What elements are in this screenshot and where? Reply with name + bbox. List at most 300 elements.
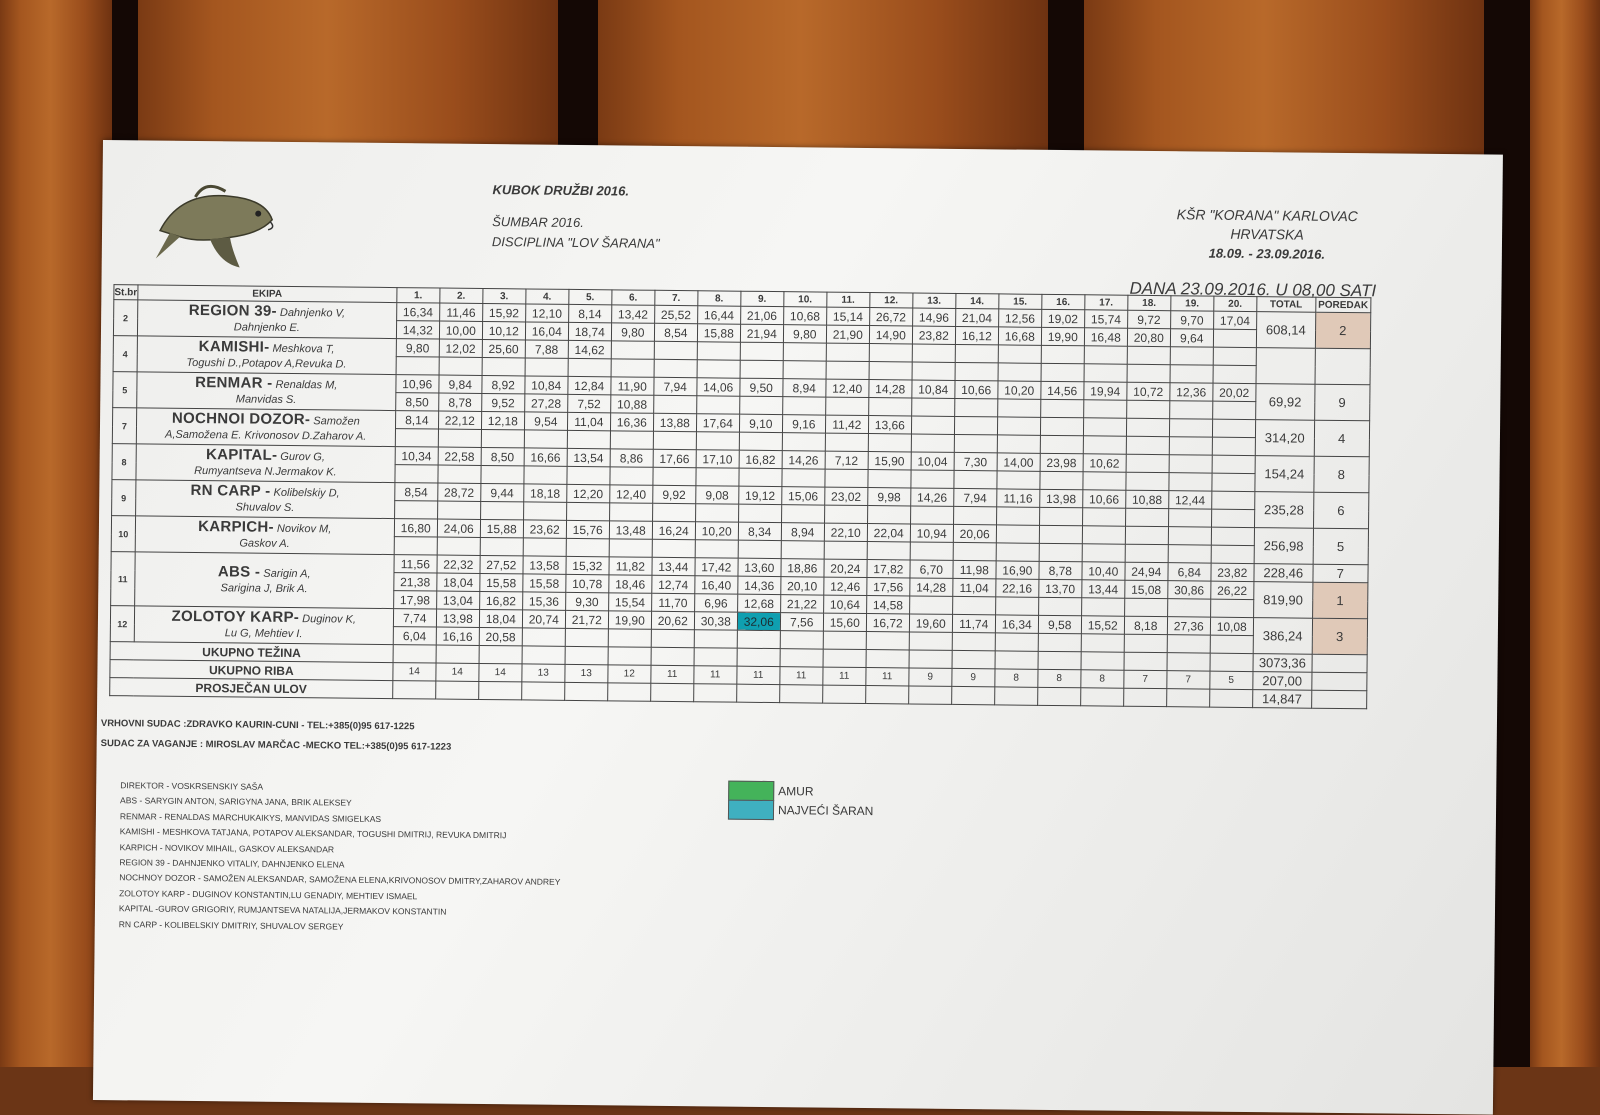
- weight-cell: [1213, 329, 1256, 347]
- weight-cell: [1127, 364, 1170, 382]
- weight-cell: 16,68: [998, 327, 1041, 345]
- weight-cell: [480, 501, 523, 519]
- weight-cell: 9,58: [1038, 615, 1081, 633]
- weight-cell: 22,04: [867, 524, 910, 542]
- team-cell: [136, 408, 395, 447]
- weight-cell: 10,66: [1082, 490, 1125, 508]
- team-number: 4: [113, 336, 137, 372]
- empty-cell: [694, 648, 737, 666]
- weight-cell: 11,90: [611, 377, 654, 395]
- weight-cell: 14,06: [697, 378, 740, 396]
- weight-cell: [738, 504, 781, 522]
- empty-cell: [522, 646, 565, 664]
- fish-count-cell: 8: [995, 669, 1038, 687]
- weight-cell: 10,64: [823, 595, 866, 613]
- report-date: DANA 23.09.2016. U 08,00 SATI: [1129, 278, 1377, 301]
- list-item: DIREKTOR - VOSKRSENSKIY SAŠA: [120, 780, 264, 792]
- event-header: [492, 180, 660, 254]
- weight-cell: 21,94: [740, 324, 783, 342]
- fish-count-cell: 11: [780, 667, 823, 685]
- weight-cell: 10,20: [998, 381, 1041, 399]
- empty-cell: [1038, 651, 1081, 669]
- team-name: NOCHNOI DOZOR-: [171, 409, 311, 428]
- weight-cell: [954, 434, 997, 452]
- weight-cell: [867, 506, 910, 524]
- weight-cell: [866, 632, 909, 650]
- empty-cell: [607, 683, 650, 701]
- average-catch: 14,847: [1252, 690, 1311, 709]
- team-cell: [136, 444, 395, 483]
- weight-cell: [522, 628, 565, 646]
- weight-cell: 8,50: [481, 447, 524, 465]
- fish-count-cell: 8: [1038, 669, 1081, 687]
- weight-cell: [952, 596, 995, 614]
- weight-cell: [568, 358, 611, 376]
- ukupno-tezina-label: UKUPNO TEŽINA: [110, 642, 393, 663]
- weight-cell: [523, 538, 566, 556]
- total-cell: 819,90: [1253, 582, 1312, 619]
- total-cell: [1256, 348, 1315, 385]
- weight-cell: [1167, 635, 1210, 653]
- weight-cell: [1082, 508, 1125, 526]
- weight-cell: [1169, 401, 1212, 419]
- weight-cell: 19,12: [739, 486, 782, 504]
- weight-cell: 13,88: [653, 413, 696, 431]
- weight-cell: [998, 345, 1041, 363]
- weight-cell: [1084, 346, 1127, 364]
- weight-cell: [652, 503, 695, 521]
- weight-cell: [739, 468, 782, 486]
- col-fish-number: 20.: [1214, 296, 1257, 311]
- weight-cell: 20,02: [1213, 383, 1256, 401]
- empty-cell: [393, 645, 436, 663]
- empty-cell: [865, 686, 908, 704]
- judges-info: [101, 714, 452, 758]
- weight-cell: [696, 432, 739, 450]
- weight-cell: [1082, 526, 1125, 544]
- empty-cell: [779, 685, 822, 703]
- weight-cell: [868, 398, 911, 416]
- weight-cell: 8,94: [783, 379, 826, 397]
- weight-cell: 16,34: [995, 615, 1038, 633]
- weight-cell: 11,46: [439, 303, 482, 321]
- rank-cell: 6: [1313, 492, 1368, 529]
- team-name: KAMISHI-: [198, 337, 270, 356]
- weight-cell: 23,62: [523, 520, 566, 538]
- legend-item-amur: [728, 781, 874, 802]
- weight-cell: [566, 538, 609, 556]
- weight-cell: [997, 417, 1040, 435]
- empty-cell: [908, 686, 951, 704]
- col-fish-number: 10.: [784, 292, 827, 307]
- weight-cell: [825, 397, 868, 415]
- weight-cell: 21,38: [394, 573, 437, 591]
- empty-cell: [1037, 687, 1080, 705]
- weight-cell: 16,80: [394, 519, 437, 537]
- weight-cell: 16,12: [955, 326, 998, 344]
- weight-cell: [1212, 437, 1255, 455]
- fish-count-cell: 11: [823, 667, 866, 685]
- empty-cell: [1081, 652, 1124, 670]
- weight-cell: 8,50: [395, 393, 438, 411]
- weight-cell: 10,00: [439, 321, 482, 339]
- grand-total: 3073,36: [1253, 654, 1312, 673]
- head-judge: VRHOVNI SUDAC :ZDRAVKO KAURIN-CUNI - TEL:+385(0)95 617-1225: [100, 718, 415, 733]
- weight-cell: 17,82: [867, 560, 910, 578]
- weight-cell: 13,98: [436, 609, 479, 627]
- weight-cell: 23,02: [824, 487, 867, 505]
- weight-cell: 15,76: [566, 520, 609, 538]
- weight-cell: 25,60: [482, 339, 525, 357]
- weight-cell: 30,38: [694, 612, 737, 630]
- list-item: REGION 39 - DAHNJENKO VITALIY, DAHNJENKO ELENA: [119, 857, 345, 870]
- weight-cell: 9,98: [867, 488, 910, 506]
- weight-cell: [783, 361, 826, 379]
- weight-cell: 10,78: [566, 574, 609, 592]
- weight-cell: 15,74: [1084, 310, 1127, 328]
- weight-cell: 10,20: [695, 522, 738, 540]
- weight-cell: 6,04: [393, 627, 436, 645]
- list-item: KARPICH - NOVIKOV MIHAIL, GASKOV ALEKSANDAR: [119, 841, 335, 855]
- weight-cell: 15,92: [482, 303, 525, 321]
- fish-count-cell: 11: [866, 668, 909, 686]
- weight-cell: 8,92: [482, 375, 525, 393]
- weight-cell: [954, 416, 997, 434]
- weight-cell: 13,70: [1039, 579, 1082, 597]
- weight-cell: [1213, 347, 1256, 365]
- weight-cell: [654, 341, 697, 359]
- list-item: RN CARP - KOLIBELSKIY DMITRIY, SHUVALOV SERGEY: [118, 918, 344, 932]
- weight-cell: 14,26: [910, 488, 953, 506]
- weight-cell: 14,58: [866, 596, 909, 614]
- empty-cell: [392, 681, 435, 699]
- team-members-line2: Dahnjenko E.: [233, 320, 300, 334]
- weight-cell: [1127, 346, 1170, 364]
- weight-cell: [437, 537, 480, 555]
- team-name: ABS -: [217, 562, 261, 581]
- legend-item-najveci: [728, 800, 874, 821]
- prosjecan-ulov-label: PROSJEČAN ULOV: [110, 678, 393, 699]
- weight-cell: 11,98: [953, 560, 996, 578]
- empty-cell: [436, 645, 479, 663]
- weight-cell: 13,54: [567, 448, 610, 466]
- weight-cell: 17,64: [696, 414, 739, 432]
- weight-cell: 21,06: [740, 306, 783, 324]
- team-members: Novikov M,: [276, 522, 332, 535]
- weight-cell: 30,86: [1168, 581, 1211, 599]
- weight-cell: [995, 633, 1038, 651]
- empty-cell: [736, 684, 779, 702]
- weight-cell: [955, 362, 998, 380]
- weight-cell: 15,06: [782, 487, 825, 505]
- weight-cell: [1125, 526, 1168, 544]
- weight-cell: 13,44: [652, 557, 695, 575]
- empty-cell: [565, 646, 608, 664]
- empty-cell: [693, 684, 736, 702]
- list-item: NOCHNOY DOZOR - SAMOŽEN ALEKSANDAR, SAMOŽENA ELENA,KRIVONOSOV DMITRY,ZAHAROV ANDREY: [119, 872, 561, 888]
- weight-cell: [524, 466, 567, 484]
- empty-cell: [1311, 690, 1366, 709]
- weight-cell: [781, 505, 824, 523]
- legend-label: AMUR: [778, 783, 814, 798]
- results-table: [109, 284, 1371, 709]
- weight-cell: 7,56: [780, 613, 823, 631]
- weight-cell: 22,16: [996, 579, 1039, 597]
- team-members: Dahnjenko V,: [279, 306, 346, 320]
- weight-cell: [737, 630, 780, 648]
- weight-cell: 9,72: [1127, 310, 1170, 328]
- empty-cell: [1209, 689, 1252, 707]
- weight-cell: 16,66: [524, 448, 567, 466]
- weight-cell: 8,54: [654, 323, 697, 341]
- team-number: 5: [113, 372, 137, 408]
- weight-cell: [437, 501, 480, 519]
- team-number: 11: [111, 552, 135, 606]
- weight-cell: [996, 543, 1039, 561]
- weight-cell: [482, 357, 525, 375]
- weight-cell: [1169, 473, 1212, 491]
- weight-cell: 14,36: [738, 576, 781, 594]
- total-cell: 314,20: [1255, 420, 1314, 457]
- weight-cell: [1039, 525, 1082, 543]
- empty-cell: [521, 682, 564, 700]
- weight-cell: 14,28: [910, 578, 953, 596]
- weight-cell: [1081, 634, 1124, 652]
- members-list: [119, 778, 562, 937]
- total-cell: 228,46: [1254, 564, 1313, 583]
- weight-cell: [565, 628, 608, 646]
- weight-cell: [439, 357, 482, 375]
- weight-cell: 13,44: [1082, 580, 1125, 598]
- weight-cell: 20,58: [479, 627, 522, 645]
- weight-cell: [525, 358, 568, 376]
- weight-cell: 11,04: [567, 412, 610, 430]
- weight-cell: [953, 542, 996, 560]
- weight-cell: [867, 542, 910, 560]
- weight-cell: [996, 507, 1039, 525]
- empty-cell: [952, 650, 995, 668]
- weight-cell: 24,94: [1125, 562, 1168, 580]
- weight-cell: 18,18: [524, 484, 567, 502]
- team-members-line2: Manvidas S.: [235, 392, 297, 406]
- weight-cell: [697, 360, 740, 378]
- weight-cell: 6,96: [694, 594, 737, 612]
- weight-cell: 8,78: [1039, 561, 1082, 579]
- team-members: Duginov K,: [302, 612, 357, 626]
- empty-cell: [866, 650, 909, 668]
- col-fish-number: 8.: [698, 291, 741, 306]
- team-cell: [135, 516, 394, 555]
- weight-cell: 10,62: [1083, 454, 1126, 472]
- weight-cell: [652, 539, 695, 557]
- weight-cell: [608, 629, 651, 647]
- col-fish-number: 7.: [655, 290, 698, 305]
- weight-cell: 21,72: [565, 610, 608, 628]
- weight-cell: 19,60: [909, 614, 952, 632]
- weight-cell: 12,02: [439, 339, 482, 357]
- fish-count-cell: 13: [522, 664, 565, 682]
- weight-cell: [1083, 418, 1126, 436]
- col-fish-number: 4.: [526, 289, 569, 304]
- weight-cell: [869, 362, 912, 380]
- weight-cell: 10,68: [783, 307, 826, 325]
- weight-cell: [1125, 544, 1168, 562]
- event-dates: 18.09. - 23.09.2016.: [1208, 245, 1326, 262]
- weight-cell: 11,42: [825, 415, 868, 433]
- weight-cell: 15,54: [608, 593, 651, 611]
- results-sheet: [93, 140, 1503, 1115]
- weight-cell: [740, 342, 783, 360]
- weight-cell: [653, 431, 696, 449]
- empty-cell: [478, 681, 521, 699]
- weight-cell: 16,90: [996, 561, 1039, 579]
- weight-cell: 9,80: [783, 325, 826, 343]
- rank-cell: [1315, 348, 1370, 385]
- fish-count-cell: 13: [565, 664, 608, 682]
- weight-cell: 16,82: [479, 591, 522, 609]
- weight-cell: [909, 596, 952, 614]
- team-members: Sarigin A,: [263, 567, 311, 580]
- weight-cell: [782, 397, 825, 415]
- weight-cell: 8,54: [395, 483, 438, 501]
- weight-cell: 19,02: [1041, 309, 1084, 327]
- empty-cell: [1166, 689, 1209, 707]
- weight-cell: 11,82: [609, 557, 652, 575]
- weight-cell: [869, 344, 912, 362]
- team-cell: [137, 336, 396, 375]
- weight-cell: 21,90: [826, 325, 869, 343]
- weight-cell: [609, 503, 652, 521]
- weight-cell: 9,16: [782, 415, 825, 433]
- fish-count-cell: 5: [1210, 671, 1253, 689]
- weight-cell: [695, 504, 738, 522]
- ukupno-riba-label: UKUPNO RIBA: [110, 660, 393, 681]
- weight-cell: 9,54: [524, 412, 567, 430]
- weight-cell: 15,36: [522, 592, 565, 610]
- team-line: [135, 608, 393, 628]
- carp-fish-icon: [150, 171, 281, 272]
- weight-cell: 16,40: [695, 576, 738, 594]
- weight-cell: [1167, 599, 1210, 617]
- weight-cell: [826, 361, 869, 379]
- weight-cell: 19,90: [1041, 327, 1084, 345]
- weight-cell: [1040, 471, 1083, 489]
- list-item: RENMAR - RENALDAS MARCHUKAIKYS, MANVIDAS SMIGELKAS: [119, 811, 382, 824]
- weight-cell: 16,72: [866, 614, 909, 632]
- weight-cell: [611, 359, 654, 377]
- weight-cell: [780, 631, 823, 649]
- weight-cell: 22,32: [437, 555, 480, 573]
- weight-cell: [567, 430, 610, 448]
- weight-cell: 17,66: [653, 449, 696, 467]
- club-name: KŠR "KORANA" KARLOVAC: [1176, 206, 1358, 225]
- weight-cell: 15,58: [523, 574, 566, 592]
- weight-cell: [694, 630, 737, 648]
- weight-cell: 20,62: [651, 611, 694, 629]
- weight-cell: 14,96: [912, 308, 955, 326]
- weight-cell: 10,12: [482, 321, 525, 339]
- weight-cell: 9,64: [1170, 329, 1213, 347]
- weight-cell: [911, 470, 954, 488]
- weight-cell: [995, 597, 1038, 615]
- col-fish-number: 19.: [1171, 296, 1214, 311]
- col-fish-number: 16.: [1042, 294, 1085, 309]
- weight-cell: 32,06: [737, 612, 780, 630]
- weight-cell: [782, 469, 825, 487]
- weight-cell: [1212, 455, 1255, 473]
- col-fish-number: 9.: [741, 291, 784, 306]
- empty-cell: [995, 651, 1038, 669]
- weight-cell: [1083, 472, 1126, 490]
- fish-count-cell: 9: [909, 668, 952, 686]
- weight-cell: 11,16: [996, 489, 1039, 507]
- weight-cell: [826, 343, 869, 361]
- team-members: Gurov G,: [280, 450, 326, 463]
- col-fish-number: 13.: [913, 293, 956, 308]
- col-poredak: POREDAK: [1316, 297, 1371, 313]
- weight-cell: [1041, 345, 1084, 363]
- weight-cell: 16,36: [610, 413, 653, 431]
- total-cell: 608,14: [1256, 312, 1315, 349]
- weight-cell: [739, 432, 782, 450]
- weight-cell: 9,50: [740, 378, 783, 396]
- total-cell: 235,28: [1254, 492, 1313, 529]
- weight-cell: [781, 541, 824, 559]
- weight-cell: 11,04: [953, 578, 996, 596]
- weight-cell: 20,10: [781, 577, 824, 595]
- weight-cell: 9,92: [653, 485, 696, 503]
- team-members-line2: Sarigina J, Brik A.: [220, 581, 308, 595]
- weight-cell: [1125, 508, 1168, 526]
- weight-cell: 10,66: [955, 380, 998, 398]
- weight-cell: [1126, 472, 1169, 490]
- col-fish-number: 6.: [612, 290, 655, 305]
- weight-cell: 16,34: [396, 303, 439, 321]
- weight-cell: [1081, 598, 1124, 616]
- weight-cell: 8,18: [1124, 616, 1167, 634]
- weight-cell: [1040, 399, 1083, 417]
- team-name: REGION 39-: [188, 301, 277, 320]
- weight-cell: [1124, 634, 1167, 652]
- weight-cell: [1040, 417, 1083, 435]
- weight-cell: [609, 539, 652, 557]
- weight-cell: 13,04: [436, 591, 479, 609]
- weight-cell: [1126, 436, 1169, 454]
- discipline: DISCIPLINA "LOV ŠARANA": [491, 234, 660, 251]
- weight-cell: 16,44: [697, 306, 740, 324]
- weight-cell: 7,30: [954, 452, 997, 470]
- weight-cell: 12,40: [826, 379, 869, 397]
- empty-cell: [780, 649, 823, 667]
- weight-cell: 9,52: [481, 393, 524, 411]
- weight-cell: [1038, 597, 1081, 615]
- results-body: [110, 300, 1371, 709]
- weight-cell: [1212, 419, 1255, 437]
- weight-cell: [653, 395, 696, 413]
- team-number: 9: [112, 480, 136, 516]
- col-fish-number: 18.: [1128, 295, 1171, 310]
- weight-cell: [955, 344, 998, 362]
- weight-cell: [911, 398, 954, 416]
- fish-count-cell: 14: [393, 663, 436, 681]
- weight-cell: 22,12: [438, 411, 481, 429]
- weight-cell: [1170, 347, 1213, 365]
- weight-cell: 12,20: [567, 484, 610, 502]
- weight-cell: [1126, 454, 1169, 472]
- weight-cell: [952, 632, 995, 650]
- empty-cell: [435, 681, 478, 699]
- weight-cell: 15,14: [826, 307, 869, 325]
